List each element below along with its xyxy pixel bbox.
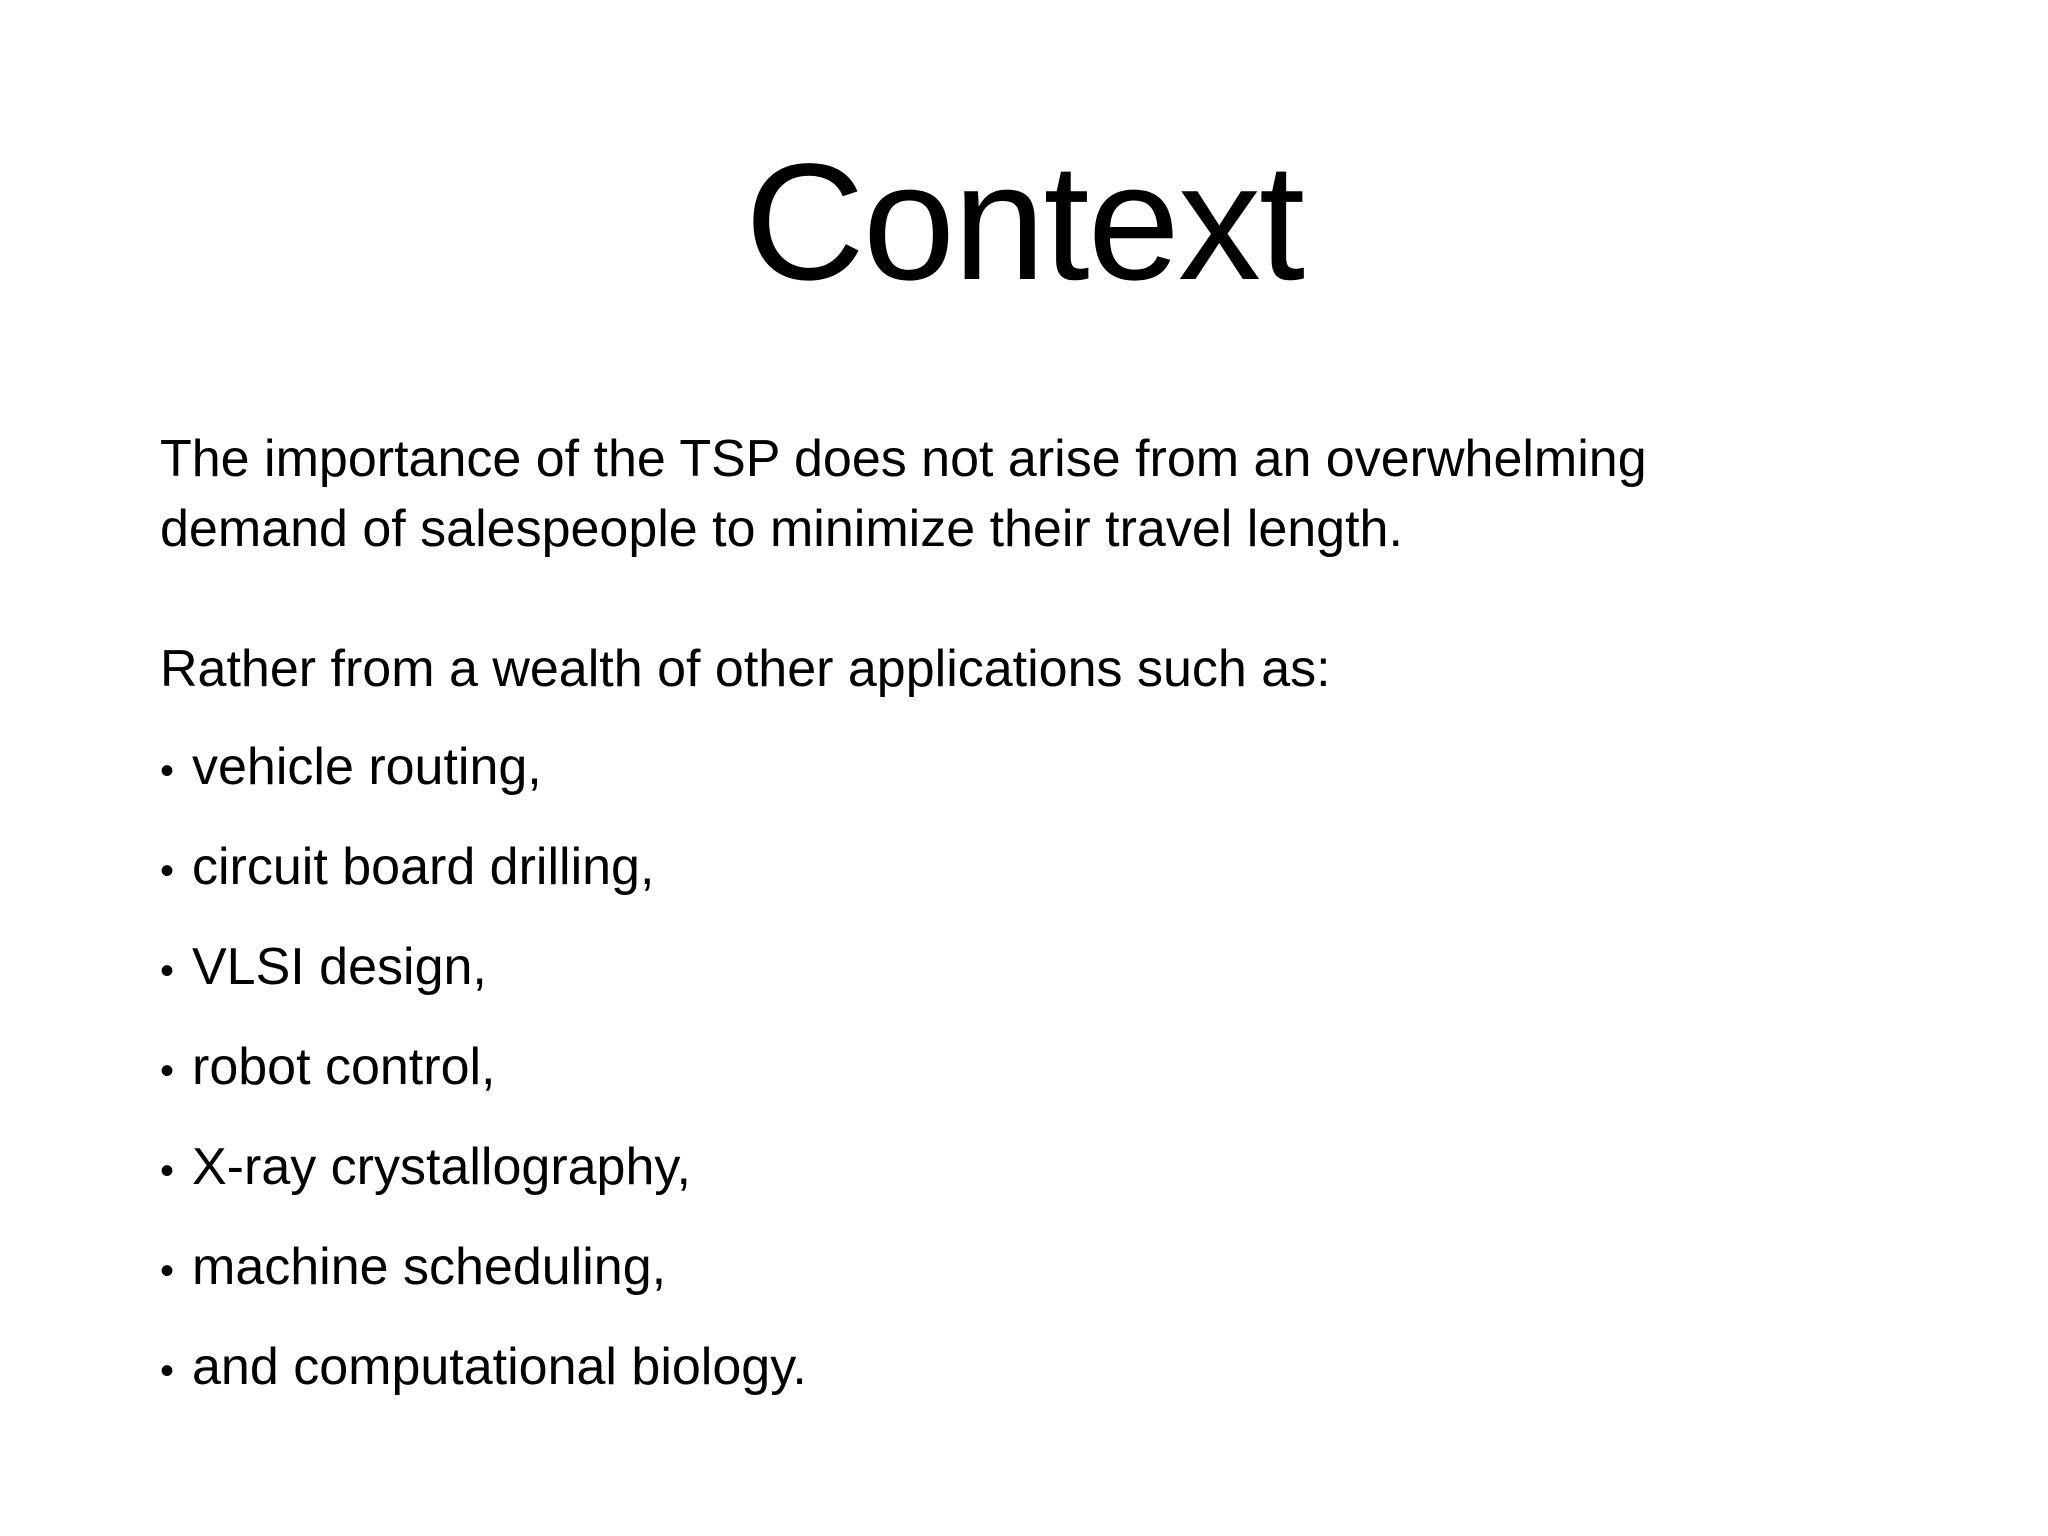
list-item xyxy=(160,1232,1920,1302)
list-item xyxy=(160,1132,1920,1202)
list-item xyxy=(160,932,1920,1002)
lead-in-paragraph: Rather from a wealth of other applications such as: xyxy=(160,640,1331,698)
intro-paragraph xyxy=(160,424,1920,564)
list-item-text: circuit board drilling, xyxy=(192,838,655,896)
bullet-icon: • xyxy=(160,849,175,893)
applications-list xyxy=(160,732,1920,1402)
list-item-text: and computational biology. xyxy=(192,1338,807,1396)
list-item-text: robot control, xyxy=(192,1038,496,1096)
intro-line-2: demand of salespeople to minimize their travel length. xyxy=(160,500,1403,558)
list-item-text: VLSI design, xyxy=(192,938,487,996)
slide-title: Context xyxy=(744,130,1304,315)
list-item-text: X-ray crystallography, xyxy=(192,1138,691,1196)
list-item xyxy=(160,1332,1920,1402)
bullet-icon: • xyxy=(160,1149,175,1193)
intro-line-1: The importance of the TSP does not arise from an overwhelming xyxy=(160,430,1647,488)
bullet-icon: • xyxy=(160,1049,175,1093)
list-item-text: machine scheduling, xyxy=(192,1238,667,1296)
slide-body xyxy=(160,424,1920,1432)
list-item xyxy=(160,732,1920,802)
list-item xyxy=(160,1032,1920,1102)
bullet-icon: • xyxy=(160,1349,175,1393)
list-item xyxy=(160,832,1920,902)
bullet-icon: • xyxy=(160,749,175,793)
bullet-icon: • xyxy=(160,949,175,993)
bullet-icon: • xyxy=(160,1249,175,1293)
list-item-text: vehicle routing, xyxy=(192,738,542,796)
